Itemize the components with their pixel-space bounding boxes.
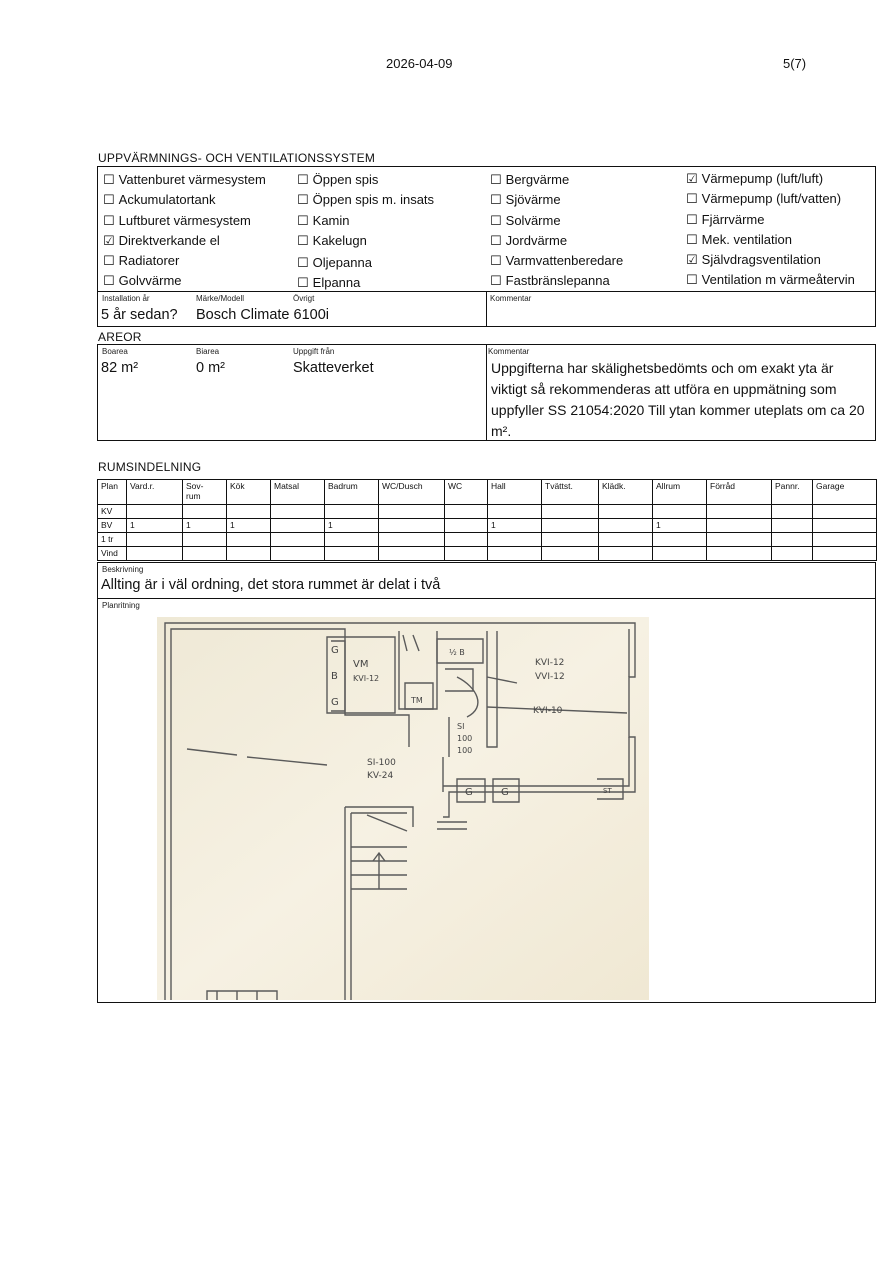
heating-option-label: Öppen spis m. insats — [312, 192, 435, 207]
heating-option-label: Fastbränslepanna — [505, 273, 610, 288]
install-year-value: 5 år sedan? — [101, 307, 178, 323]
checkbox-empty-icon: ☐ — [686, 191, 698, 206]
fp-label-100b: 100 — [457, 746, 473, 755]
rooms-count-cell — [772, 547, 813, 561]
install-year-label: Installation år — [102, 294, 150, 303]
rooms-count-cell — [813, 547, 877, 561]
rooms-count-cell — [813, 533, 877, 547]
rooms-count-cell — [542, 505, 599, 519]
rooms-header-cell: Vard.r. — [127, 480, 183, 505]
heating-option-label: Kamin — [312, 213, 350, 228]
brand-model-label: Märke/Modell — [196, 294, 245, 303]
rooms-count-cell — [379, 505, 445, 519]
checkbox-empty-icon: ☐ — [686, 272, 698, 287]
brand-model-value: Bosch Climate 6100i — [196, 307, 329, 323]
heating-option — [490, 192, 561, 208]
heating-option-label: Kakelugn — [312, 233, 367, 248]
rooms-count-cell — [488, 505, 542, 519]
table-row — [98, 505, 877, 519]
rooms-count-cell — [445, 533, 488, 547]
source-label: Uppgift från — [293, 347, 335, 356]
checkbox-empty-icon: ☐ — [103, 172, 115, 187]
rooms-count-cell — [127, 547, 183, 561]
fp-label-st: ST — [603, 787, 612, 795]
heating-option-label: Värmepump (luft/luft) — [701, 171, 824, 186]
fp-label-kv24: KV-24 — [367, 771, 394, 781]
rooms-plan-cell: Vind — [98, 547, 127, 561]
checkbox-empty-icon: ☐ — [297, 233, 309, 248]
areas-comment-text: Uppgifterna har skälighetsbedömts och om exakt yta är viktigt så rekommenderas att utföra en uppmätning som uppfyller SS 21054:2020 Till ytan kommer uteplats om ca 20 m². — [491, 360, 865, 439]
heating-option-label: Elpanna — [312, 275, 361, 290]
checkbox-checked-icon: ☑ — [686, 252, 698, 267]
fp-label-g4: G — [501, 787, 509, 798]
rooms-count-cell — [379, 533, 445, 547]
checkbox-empty-icon: ☐ — [297, 172, 309, 187]
heating-option-label: Värmepump (luft/vatten) — [701, 191, 842, 206]
rooms-count-cell — [599, 505, 653, 519]
rooms-count-cell: 1 — [127, 519, 183, 533]
heating-option-label: Solvärme — [505, 213, 561, 228]
rooms-count-cell — [271, 533, 325, 547]
rooms-count-cell — [127, 505, 183, 519]
rooms-header-cell: WC/Dusch — [379, 480, 445, 505]
rooms-count-cell — [227, 505, 271, 519]
rooms-header-cell: Förråd — [707, 480, 772, 505]
fp-label-g2: G — [331, 697, 339, 708]
heating-option — [490, 233, 567, 249]
fp-label-s1-100: SI-100 — [367, 758, 396, 768]
rooms-count-cell — [379, 519, 445, 533]
rooms-count-cell — [127, 533, 183, 547]
checkbox-empty-icon: ☐ — [103, 253, 115, 268]
floorplan-label: Planritning — [102, 601, 140, 610]
description-value: Allting är i väl ordning, det stora rummet är delat i två — [101, 577, 441, 593]
fp-label-g1: G — [331, 645, 339, 656]
rooms-count-cell — [772, 519, 813, 533]
rooms-table — [97, 479, 877, 561]
biarea-value: 0 m² — [196, 360, 225, 376]
rooms-header-cell: WC — [445, 480, 488, 505]
fp-label-b1: B — [331, 671, 338, 682]
heating-option-label: Fjärrvärme — [701, 212, 765, 227]
heating-option-label: Golvvärme — [118, 273, 182, 288]
document-date: 2026-04-09 — [386, 56, 453, 71]
heating-option-label: Varmvattenberedare — [505, 253, 624, 268]
heating-option — [490, 213, 561, 229]
fp-label-kv10: KVI-10 — [533, 706, 563, 716]
heating-option-label: Sjövärme — [505, 192, 561, 207]
heating-option — [297, 275, 360, 291]
checkbox-empty-icon: ☐ — [490, 172, 502, 187]
rooms-count-cell — [653, 505, 707, 519]
rooms-count-cell — [542, 533, 599, 547]
fp-label-vv-right: VVI-12 — [535, 672, 565, 682]
rooms-plan-cell: 1 tr — [98, 533, 127, 547]
rooms-count-cell — [707, 533, 772, 547]
heating-option-label: Jordvärme — [505, 233, 568, 248]
rooms-header-cell: Hall — [488, 480, 542, 505]
rooms-header-cell: Plan — [98, 480, 127, 505]
rooms-count-cell — [271, 519, 325, 533]
heating-option-label: Mek. ventilation — [701, 232, 792, 247]
rooms-count-cell — [379, 547, 445, 561]
heating-option — [103, 253, 179, 269]
rooms-count-cell — [445, 519, 488, 533]
rooms-count-cell — [227, 547, 271, 561]
heating-option-label: Öppen spis — [312, 172, 379, 187]
rooms-count-cell: 1 — [653, 519, 707, 533]
checkbox-empty-icon: ☐ — [686, 212, 698, 227]
rooms-header-cell: Matsal — [271, 480, 325, 505]
heating-option — [297, 233, 367, 249]
rooms-count-cell — [183, 547, 227, 561]
checkbox-empty-icon: ☐ — [103, 213, 115, 228]
heating-comment-label: Kommentar — [490, 294, 532, 303]
heating-option — [490, 172, 569, 188]
fp-label-vm: VM — [353, 659, 369, 670]
rooms-count-cell — [445, 547, 488, 561]
rooms-count-cell — [325, 533, 379, 547]
rooms-count-cell — [542, 547, 599, 561]
heating-option — [297, 172, 378, 188]
heating-option-label: Ventilation m värmeåtervin — [701, 272, 855, 287]
other-label: Övrigt — [293, 294, 315, 303]
heating-option-label: Luftburet värmesystem — [118, 213, 251, 228]
heating-option-label: Bergvärme — [505, 172, 570, 187]
heating-option — [297, 213, 350, 229]
rooms-count-cell — [271, 547, 325, 561]
rooms-count-cell — [445, 505, 488, 519]
checkbox-checked-icon: ☑ — [686, 171, 698, 186]
checkbox-empty-icon: ☐ — [103, 192, 115, 207]
heating-option — [686, 232, 792, 248]
rooms-header-row — [98, 480, 877, 505]
rooms-count-cell — [813, 505, 877, 519]
checkbox-empty-icon: ☐ — [297, 213, 309, 228]
heating-option — [686, 252, 821, 268]
rooms-header-cell: Garage — [813, 480, 877, 505]
heating-divider-v — [486, 291, 487, 327]
fp-label-kv-right1: KVI-12 — [535, 658, 565, 668]
fp-label-g3: G — [465, 787, 473, 798]
heating-option — [103, 213, 251, 229]
rooms-count-cell — [599, 547, 653, 561]
biarea-label: Biarea — [196, 347, 220, 356]
rooms-header-cell: Sov- rum — [183, 480, 227, 505]
checkbox-empty-icon: ☐ — [103, 273, 115, 288]
heating-section-title: UPPVÄRMNINGS- OCH VENTILATIONSSYSTEM — [98, 151, 376, 165]
areas-divider-v — [486, 344, 487, 441]
rooms-count-cell: 1 — [325, 519, 379, 533]
heating-option-label: Vattenburet värmesystem — [118, 172, 266, 187]
heating-option-label: Ackumulatortank — [118, 192, 216, 207]
rooms-count-cell — [325, 505, 379, 519]
rooms-count-cell — [707, 547, 772, 561]
rooms-plan-cell: BV — [98, 519, 127, 533]
table-row — [98, 519, 877, 533]
rooms-count-cell — [707, 505, 772, 519]
rooms-header-cell: Klädk. — [599, 480, 653, 505]
heating-option — [686, 191, 841, 207]
source-value: Skatteverket — [293, 360, 374, 376]
checkbox-empty-icon: ☐ — [490, 273, 502, 288]
heating-option — [490, 253, 623, 269]
rooms-header-cell: Kök — [227, 480, 271, 505]
fp-label-100a: 100 — [457, 734, 473, 743]
rooms-header-cell: Allrum — [653, 480, 707, 505]
description-divider — [97, 598, 876, 599]
heating-option-label: Radiatorer — [118, 253, 180, 268]
rooms-count-cell — [707, 519, 772, 533]
rooms-count-cell — [271, 505, 325, 519]
rooms-section-title: RUMSINDELNING — [98, 460, 202, 474]
fp-label-bath: ½ B — [449, 648, 465, 657]
fp-label-tm: TM — [411, 696, 423, 705]
heating-option — [103, 233, 220, 249]
page-number: 5(7) — [783, 56, 807, 71]
heating-option — [103, 273, 182, 289]
heating-option-label: Direktverkande el — [118, 233, 220, 248]
checkbox-empty-icon: ☐ — [297, 192, 309, 207]
table-row — [98, 547, 877, 561]
heating-option-label: Oljepanna — [312, 255, 372, 270]
rooms-count-cell: 1 — [227, 519, 271, 533]
rooms-header-cell: Badrum — [325, 480, 379, 505]
rooms-count-cell — [772, 505, 813, 519]
areas-section-title: AREOR — [98, 330, 142, 344]
heating-option — [297, 192, 434, 208]
heating-option — [686, 171, 823, 187]
checkbox-empty-icon: ☐ — [490, 233, 502, 248]
rooms-header-cell: Pannr. — [772, 480, 813, 505]
rooms-count-cell — [227, 533, 271, 547]
rooms-count-cell — [183, 505, 227, 519]
rooms-count-cell — [653, 547, 707, 561]
boarea-label: Boarea — [102, 347, 128, 356]
rooms-count-cell — [488, 547, 542, 561]
heating-option — [297, 255, 372, 271]
table-row — [98, 533, 877, 547]
areas-comment-label: Kommentar — [488, 347, 530, 356]
checkbox-empty-icon: ☐ — [490, 253, 502, 268]
checkbox-empty-icon: ☐ — [490, 213, 502, 228]
fp-label-s1: SI — [457, 722, 465, 731]
heating-option — [103, 172, 266, 188]
checkbox-empty-icon: ☐ — [297, 255, 309, 270]
heating-option — [686, 272, 855, 288]
heating-option — [103, 192, 215, 208]
floorplan-drawing — [157, 617, 649, 1000]
rooms-count-cell — [653, 533, 707, 547]
rooms-count-cell — [772, 533, 813, 547]
rooms-header-cell: Tvättst. — [542, 480, 599, 505]
rooms-plan-cell: KV — [98, 505, 127, 519]
rooms-count-cell — [542, 519, 599, 533]
heating-option — [490, 273, 610, 289]
heating-option — [686, 212, 765, 228]
checkbox-empty-icon: ☐ — [490, 192, 502, 207]
checkbox-checked-icon: ☑ — [103, 233, 115, 248]
rooms-count-cell — [599, 533, 653, 547]
checkbox-empty-icon: ☐ — [686, 232, 698, 247]
rooms-count-cell — [488, 533, 542, 547]
rooms-count-cell — [599, 519, 653, 533]
description-label: Beskrivning — [102, 565, 144, 574]
rooms-count-cell — [813, 519, 877, 533]
rooms-count-cell — [325, 547, 379, 561]
rooms-count-cell: 1 — [488, 519, 542, 533]
boarea-value: 82 m² — [101, 360, 139, 376]
rooms-count-cell: 1 — [183, 519, 227, 533]
checkbox-empty-icon: ☐ — [297, 275, 309, 290]
fp-label-kv-left: KVI-12 — [353, 674, 380, 683]
rooms-count-cell — [183, 533, 227, 547]
heating-option-label: Självdragsventilation — [701, 252, 821, 267]
